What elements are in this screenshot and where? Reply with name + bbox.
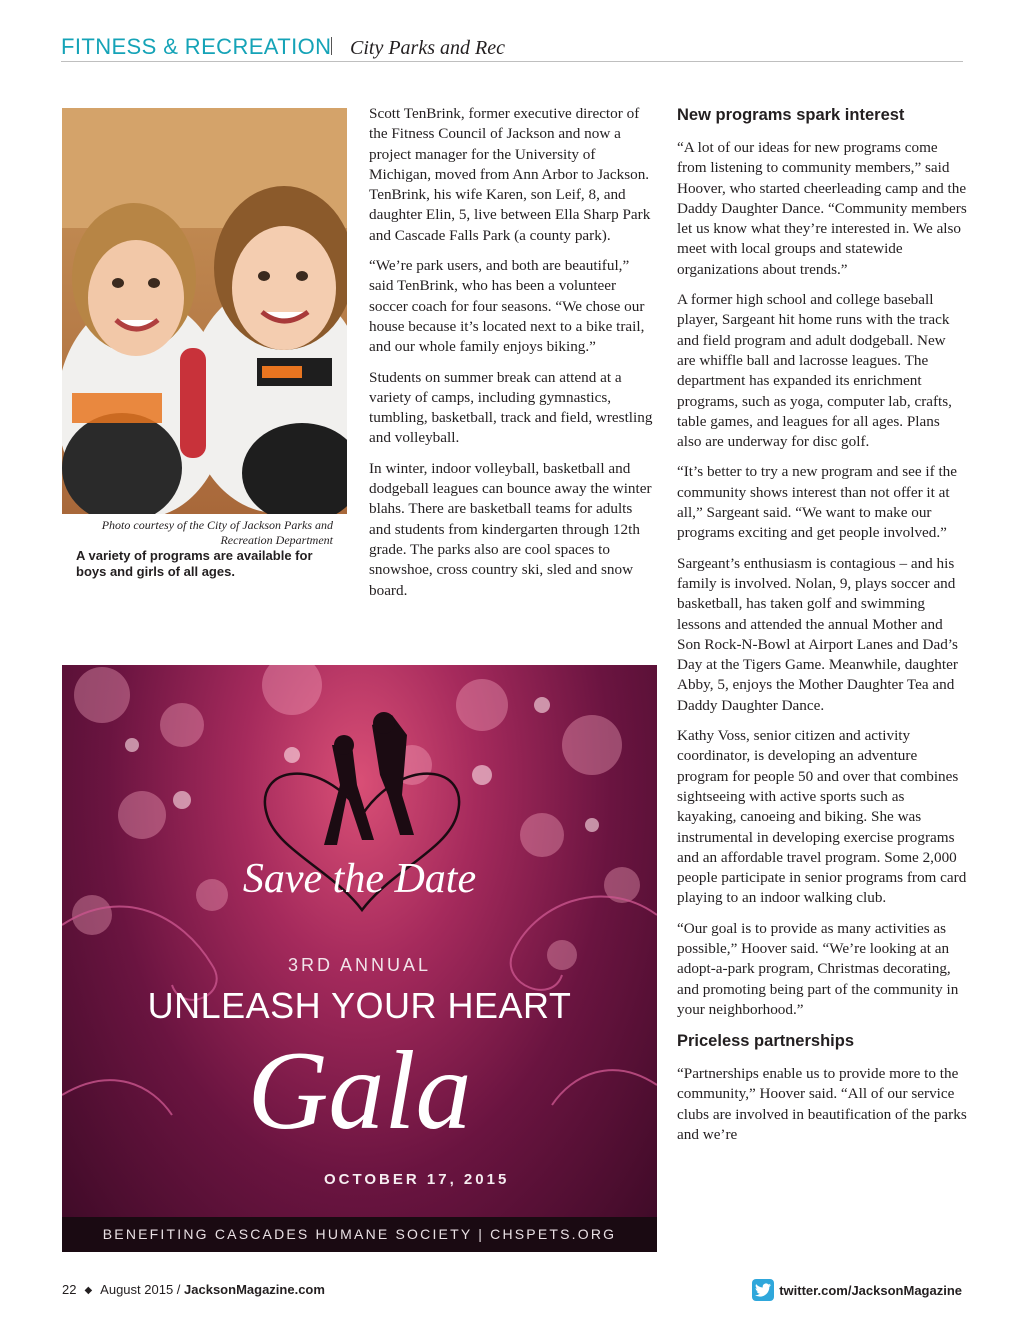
kids-photo: [62, 108, 347, 514]
article-column-middle: [369, 104, 656, 611]
paragraph: A former high school and college baseball player, Sargeant hit home runs with the track and field program and adult dodgeball. New are whiffle ball and lacrosse leagues. The department has expanded its enrichment programs, such as yoga, computer lab, crafts, table games, and leagues for all ages. Plans also are underway for disc golf.: [677, 291, 952, 451]
annual-label: 3RD ANNUAL: [287, 955, 432, 975]
benefit-line: BENEFITING CASCADES HUMANE SOCIETY | CHSPETS.ORG: [102, 1226, 617, 1242]
article-column-right: [677, 104, 967, 1155]
twitter-handle[interactable]: twitter.com/JacksonMagazine: [779, 1282, 962, 1298]
paragraph: “Our goal is to provide as many activities as possible,” Hoover said. “We’re looking at an adopt-a-park program, Christmas decorating, and promoting being part of the community in your neighborhood.”: [677, 919, 959, 1018]
gala-advertisement: [62, 665, 657, 1252]
save-the-date-text: Save the Date: [242, 856, 477, 902]
twitter-icon[interactable]: [752, 1279, 774, 1301]
subheading-new-programs: New programs spark interest: [677, 106, 905, 124]
subsection-title: City Parks and Rec: [350, 37, 505, 59]
paragraph: “It’s better to try a new program and see if the community shows interest than not offer it at all,” Sargeant said. “We want to make our programs exciting and get people involved.”: [677, 463, 958, 542]
page-header: [61, 34, 963, 62]
paragraph: Sargeant’s enthusiasm is contagious – and his family is involved. Nolan, 9, plays soccer and basketball, has taken golf and swimming lessons and attended the annual Mother and Son Rock-N-Bowl at Airport Lanes and Dad’s Day at the Tigers Game. Meanwhile, daughter Abby, 5, enjoys the Mother Daughter Tea and Daddy Daughter Dance.: [677, 554, 958, 714]
photo-caption: A variety of programs are available for boys and girls of all ages.: [76, 548, 313, 579]
event-date: OCTOBER 17, 2015: [324, 1171, 510, 1188]
gala-script-title: Gala: [247, 1029, 472, 1153]
issue-date: August 2015 /: [100, 1282, 181, 1297]
header-divider: [331, 37, 332, 55]
paragraph: Students on summer break can attend at a variety of camps, including gymnastics, tumbling, basketball, track and field, wrestling and volleyball.: [369, 368, 653, 447]
diamond-icon: ◆: [84, 1285, 93, 1296]
paragraph: “A lot of our ideas for new programs come from listening to community members,” said Hoover, who started cheerleading camp and the Daddy Daughter Dance. “Community members let us know what they’re interested in. We also meet with local groups and statewide organizations about trends.”: [677, 139, 967, 278]
website-link[interactable]: JacksonMagazine.com: [184, 1282, 325, 1297]
paragraph: Kathy Voss, senior citizen and activity coordinator, is developing an adventure program for people 50 and over that combines sightseeing with active sports such as kayaking, canoeing and biking. She was instrumental in developing exercise programs and an affordable travel program. Some 2,000 people participate in senior programs from card playing to an indoor walking club.: [677, 727, 967, 907]
paragraph: Scott TenBrink, former executive director of the Fitness Council of Jackson and now a project manager for the University of Michigan, moved from Ann Arbor to Jackson. TenBrink, his wife Karen, son Leif, 8, and daughter Elin, 5, live between Ella Sharp Park and Cascade Falls Park (a county park).: [369, 105, 651, 244]
event-title: UNLEASH YOUR HEART: [147, 985, 572, 1026]
subheading-partnerships: Priceless partnerships: [677, 1032, 855, 1051]
page-footer-right: [752, 1279, 962, 1301]
photo-credit: Photo courtesy of the City of Jackson Parks and Recreation Department: [101, 518, 333, 547]
paragraph: In winter, indoor volleyball, basketball and dodgeball leagues can bounce away the winter blahs. There are basketball teams for adults and students from kindergarten through 12th grade. The parks also are cool spaces to snowshoe, cross country ski, sled and snow board.: [369, 459, 652, 599]
paragraph: “Partnerships enable us to provide more to the community,” Hoover said. “All of our service clubs are involved in beautification of the parks and we’re: [677, 1065, 967, 1144]
page-number: 22: [62, 1282, 77, 1297]
paragraph: “We’re park users, and both are beautiful,” said TenBrink, who has been a volunteer soccer coach for four seasons. “We chose our house because it’s located next to a bike trail, and our whole family enjoys biking.”: [369, 257, 645, 356]
ad-footer-bar: [62, 1217, 657, 1252]
section-title: FITNESS & RECREATION: [61, 34, 332, 59]
page-footer-left: [62, 1282, 325, 1297]
